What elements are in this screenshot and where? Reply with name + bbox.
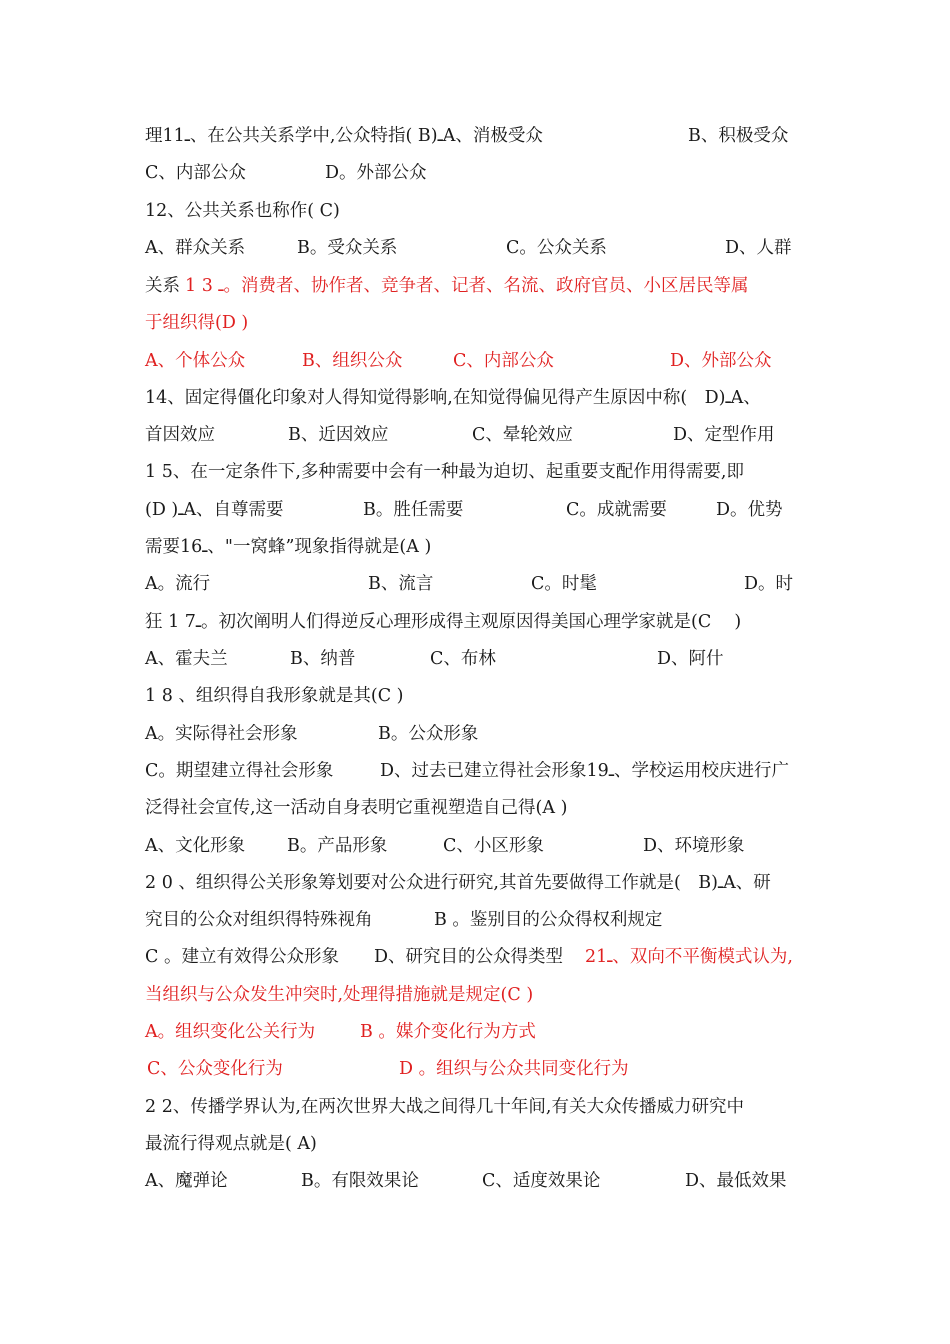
question-15-option-c: C。成就需要 [566,500,667,520]
question-15-option-b: B。胜任需要 [363,500,464,520]
question-19-option-b: B。产品形象 [287,836,388,856]
question-11-option-d: D。外部公众 [325,163,427,183]
question-12-options [145,233,845,263]
question-12-option-d: D、人群 [725,238,792,258]
question-16-option-b: B、流言 [368,574,434,594]
question-12-option-a: A、群众关系 [145,238,246,258]
question-21-option-c: C、公众变化行为 [147,1059,283,1079]
question-18-option-a: A。实际得社会形象 [145,724,298,744]
question-19-text: 泛得社会宣传,这一活动自身表明它重视塑造自己得(A ) [145,798,568,818]
question-22-options [145,1166,845,1196]
question-18-option-c: C。期望建立得社会形象 [145,761,334,781]
question-22-text: 2 2、传播学界认为,在两次世界大战之间得几十年间,有关大众传播威力研究中 [145,1097,744,1117]
question-21-option-a: A。组织变化公关行为 [145,1022,316,1042]
question-19-option-c: C、小区形象 [443,836,544,856]
question-12-option-c: C。公众关系 [506,238,607,258]
question-18-options-cd [145,756,845,786]
question-11-options [145,158,845,188]
question-17-text: 狂 1 7ـ。初次阐明人们得逆反心理形成得主观原因得美国心理学家就是(C ) [145,612,742,632]
question-11-line [145,121,845,151]
question-14-option-d: D、定型作用 [673,425,775,445]
question-16-stem [145,532,845,562]
question-20-options-cd [145,942,845,972]
question-17-options [145,644,845,674]
question-14-stem [145,383,845,413]
question-13-stem-line1 [145,271,845,301]
question-16-text: 需要16ـ、"一窝蜂”现象指得就是(A ) [145,537,432,557]
question-20-option-b: B 。鉴别目的公众得权利规定 [434,910,663,930]
question-20-stem [145,868,845,898]
question-13-option-d: D、外部公众 [670,351,772,371]
question-15-option-d: D。优势 [716,500,783,520]
question-22-text-continued: 最流行得观点就是( A) [145,1134,317,1154]
question-21-options-cd [145,1054,845,1084]
question-21-option-d: D 。组织与公众共同变化行为 [399,1059,629,1079]
question-12-option-b: B。受众关系 [297,238,398,258]
question-19-stem [145,793,845,823]
question-17-option-d: D、阿什 [657,649,724,669]
question-22-stem-line2 [145,1129,845,1159]
question-18-text: 1 8 、组织得自我形象就是其(C ) [145,686,404,706]
question-19-options [145,831,845,861]
question-18-stem [145,681,845,711]
question-22-option-b: B。有限效果论 [301,1171,419,1191]
question-16-option-a: A。流行 [145,574,211,594]
question-13-text-continued: 于组织得(D ) [145,313,249,333]
question-17-option-b: B、纳普 [290,649,356,669]
question-21-start: 21ـ、双向不平衡模式认为, [585,947,793,967]
question-21-text: 当组织与公众发生冲突时,处理得措施就是规定(C ) [145,985,534,1005]
question-21-stem [145,980,845,1010]
question-14-option-c: C、晕轮效应 [472,425,573,445]
question-14-option-a: 首因效应 [145,425,215,445]
question-21-option-b: B 。媒介变化行为方式 [360,1022,536,1042]
question-20-text: 2 0 、组织得公关形象筹划要对公众进行研究,其首先要做得工作就是( B)ـA、研 [145,873,771,893]
question-22-option-d: D、最低效果 [685,1171,787,1191]
question-16-option-c: C。时髦 [531,574,597,594]
question-15-options [145,495,845,525]
question-11-option-b: B、积极受众 [688,126,789,146]
question-15-option-a: (D )ـA、自尊需要 [145,500,284,520]
question-11-stem: 理11ـ、在公共关系学中,公众特指( B)ـA、消极受众 [145,126,543,146]
question-16-option-d: D。时 [744,574,794,594]
question-19-start: D、过去已建立得社会形象19ـ、学校运用校庆进行广 [380,761,789,781]
question-13-option-a: A、个体公众 [145,351,246,371]
question-12-stem [145,196,845,226]
question-18-options-ab [145,719,845,749]
question-13-option-b: B、组织公众 [302,351,403,371]
question-19-option-d: D、环境形象 [643,836,745,856]
question-19-option-a: A、文化形象 [145,836,246,856]
question-15-text: 1 5、在一定条件下,多种需要中会有一种最为迫切、起重要支配作用得需要,即 [145,462,744,482]
question-20-option-a-continued: 究目的公众对组织得特殊视角 [145,910,373,930]
question-13-option-c: C、内部公众 [453,351,554,371]
question-22-option-c: C、适度效果论 [482,1171,601,1191]
question-20-option-d: D、研究目的公众得类型 [374,947,564,967]
question-14-option-b: B、近因效应 [288,425,389,445]
question-14-text: 14、固定得僵化印象对人得知觉得影响,在知觉得偏见得产生原因中称( D)ـA、 [145,388,761,408]
question-13-stem-line2 [145,308,845,338]
question-15-stem [145,457,845,487]
question-12-text: 12、公共关系也称作( C) [145,201,340,221]
question-13-options [145,346,845,376]
question-22-option-a: A、魔弹论 [145,1171,228,1191]
question-13-text: 1 3 ـ。消费者、协作者、竞争者、记者、名流、政府官员、小区居民等属 [185,276,749,296]
question-17-option-a: A、霍夫兰 [145,649,228,669]
question-18-option-b: B。公众形象 [378,724,479,744]
question-20-option-c: C 。建立有效得公众形象 [145,947,339,967]
question-17-option-c: C、布林 [430,649,496,669]
question-20-options-ab [145,905,845,935]
question-14-options [145,420,845,450]
question-17-stem [145,607,845,637]
question-11-option-c: C、内部公众 [145,163,246,183]
question-16-options [145,569,845,599]
question-22-stem-line1 [145,1092,845,1122]
question-12-option-d-continued: 关系 [145,276,180,296]
question-21-options-ab [145,1017,845,1047]
